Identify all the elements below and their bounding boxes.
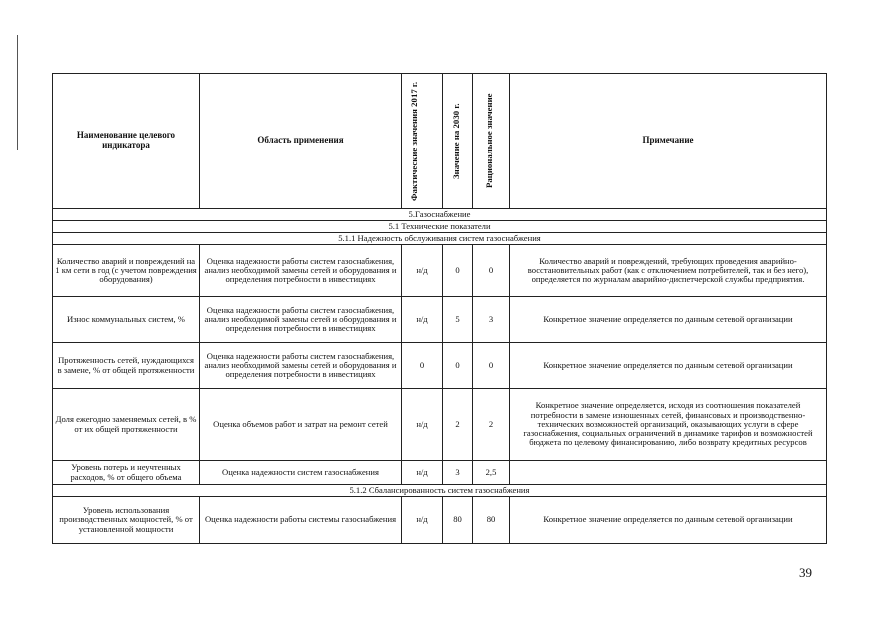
row-rational: 0 [473,343,510,389]
row-actual: н/д [402,297,443,343]
row-target: 0 [443,343,473,389]
row-indicator: Протяженность сетей, нуждающихся в замене, % от общей протяженности [53,343,200,389]
row-target: 3 [443,461,473,485]
row-scope: Оценка надежности работы систем газоснабжения, анализ необходимой замены сетей и оборудования и определения потребности в инвестициях [200,245,402,297]
row-rational: 2 [473,389,510,461]
row-scope: Оценка надежности работы систем газоснабжения, анализ необходимой замены сетей и оборудования и определения потребности в инвестициях [200,297,402,343]
table-row [53,297,827,343]
indicators-table [52,73,827,544]
table-row [53,497,827,544]
row-note: Конкретное значение определяется по данным сетевой организации [510,497,827,544]
header-value-2030 [443,74,473,209]
header-scope: Область применения [200,74,402,209]
section-reliability: 5.1.1 Надежность обслуживания систем газоснабжения [53,233,827,245]
row-rational: 2,5 [473,461,510,485]
header-actual-2017 [402,74,443,209]
row-scope: Оценка объемов работ и затрат на ремонт сетей [200,389,402,461]
row-target: 5 [443,297,473,343]
row-note: Конкретное значение определяется по данным сетевой организации [510,297,827,343]
header-note: Примечание [510,74,827,209]
section-row [53,233,827,245]
section-gas: 5.Газоснабжение [53,209,827,221]
row-note [510,461,827,485]
row-indicator: Уровень использования производственных мощностей, % от установленной мощности [53,497,200,544]
section-row [53,209,827,221]
row-indicator: Количество аварий и повреждений на 1 км сети в год (с учетом повреждения оборудования) [53,245,200,297]
margin-line [17,35,18,150]
table-row [53,389,827,461]
row-scope: Оценка надежности систем газоснабжения [200,461,402,485]
row-actual: н/д [402,245,443,297]
row-rational: 0 [473,245,510,297]
page-number: 39 [799,565,812,580]
table-row [53,461,827,485]
row-target: 80 [443,497,473,544]
row-actual: 0 [402,343,443,389]
row-actual: н/д [402,389,443,461]
section-balance: 5.1.2 Сбалансированность систем газоснабжения [53,485,827,497]
table-row [53,245,827,297]
row-rational: 3 [473,297,510,343]
row-rational: 80 [473,497,510,544]
header-actual-2017-text: Фактические значения 2017 г. [409,81,419,201]
row-target: 2 [443,389,473,461]
header-rational-text: Рациональное значение [484,93,494,189]
table-header-row [53,74,827,209]
row-scope: Оценка надежности работы систем газоснабжения, анализ необходимой замены сетей и оборудования и определения потребности в инвестициях [200,343,402,389]
row-actual: н/д [402,497,443,544]
header-value-2030-text: Значение на 2030 г. [450,103,461,179]
row-note: Количество аварий и повреждений, требующих проведения аварийно-восстановительных работ (как с отключением потребителей, так и без него), определяется по журналам аварийно-диспетчерской службы предприятия. [510,245,827,297]
section-tech: 5.1 Технические показатели [53,221,827,233]
row-note: Конкретное значение определяется по данным сетевой организации [510,343,827,389]
table-row [53,343,827,389]
section-row [53,485,827,497]
row-scope: Оценка надежности работы системы газоснабжения [200,497,402,544]
header-indicator: Наименование целевого индикатора [53,74,200,209]
row-note: Конкретное значение определяется, исходя из соотношения показателей потребности в замене изношенных сетей, финансовых и производственно-технических возможностей организаций, оказывающих услуги в сфере газоснабжения, социальных ограничений в динамике тарифов и возможностей бюджета по целевому финансированию, либо возврату кредитных ресурсов [510,389,827,461]
header-rational [473,74,510,209]
row-actual: н/д [402,461,443,485]
section-row [53,221,827,233]
row-indicator: Уровень потерь и неучтенных расходов, % от общего объема [53,461,200,485]
row-indicator: Доля ежегодно заменяемых сетей, в % от их общей протяженности [53,389,200,461]
row-target: 0 [443,245,473,297]
row-indicator: Износ коммунальных систем, % [53,297,200,343]
